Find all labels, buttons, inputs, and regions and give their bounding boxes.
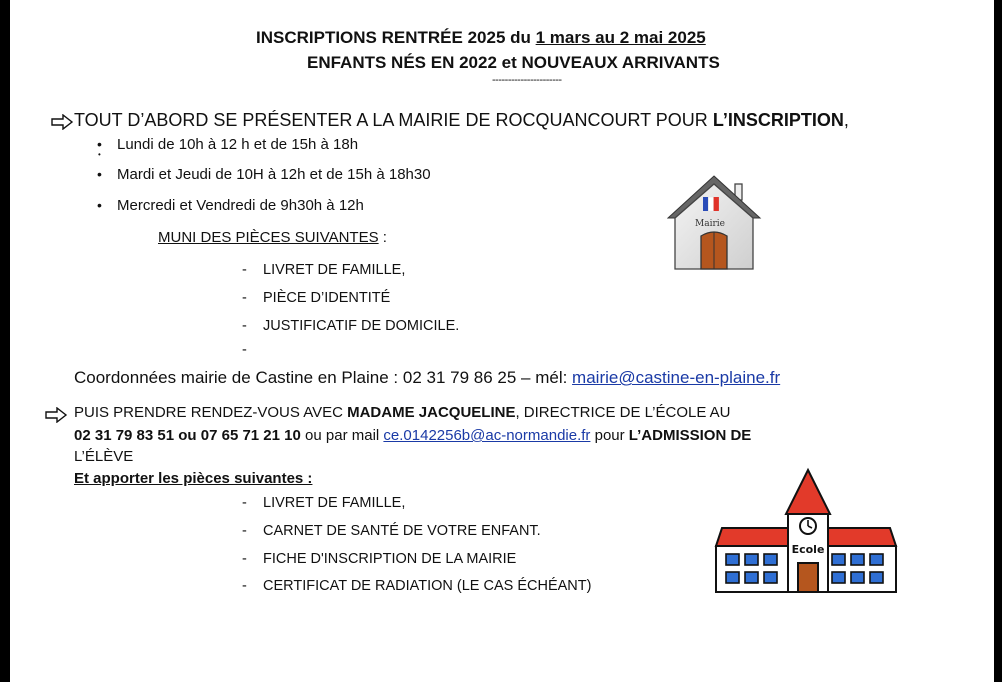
flyer-page bbox=[10, 0, 994, 682]
dash: - bbox=[242, 495, 247, 511]
dash: - bbox=[242, 262, 247, 278]
section2-line-3: L’ÉLÈVE bbox=[74, 448, 134, 465]
bullet-dot: • bbox=[97, 136, 102, 152]
bullet-dot: • bbox=[97, 197, 102, 213]
dash: - bbox=[242, 318, 247, 334]
ecole-label: Ecole bbox=[791, 543, 825, 556]
document-item: JUSTIFICATIF DE DOMICILE. bbox=[263, 318, 460, 334]
arrow-right-icon bbox=[50, 114, 74, 130]
dash: - bbox=[242, 551, 247, 567]
title-separator: ---------------------- bbox=[492, 74, 562, 86]
dash: - bbox=[242, 523, 247, 539]
arrow-right-icon bbox=[44, 407, 68, 423]
document-item: LIVRET DE FAMILLE, bbox=[263, 495, 406, 511]
ecole-email-link[interactable]: ce.0142256b@ac-normandie.fr bbox=[383, 427, 591, 444]
document-item: CERTIFICAT DE RADIATION (LE CAS ÉCHÉANT) bbox=[263, 578, 592, 594]
title-dates: 1 mars au 2 mai 2025 bbox=[535, 28, 706, 47]
dash: - bbox=[242, 342, 247, 358]
hours-item: Lundi de 10h à 12 h et de 15h à 18h bbox=[117, 136, 359, 153]
school-building-icon bbox=[712, 466, 902, 596]
section2-line-2: 02 31 79 83 51 ou 07 65 71 21 10 ou par mail ce.0142256b@ac-normandie.fr pour L’ADMISSION DE bbox=[74, 427, 752, 444]
document-item: PIÈCE D’IDENTITÉ bbox=[263, 290, 391, 306]
title-prefix: INSCRIPTIONS RENTRÉE 2025 du bbox=[256, 28, 536, 47]
document-item: LIVRET DE FAMILLE, bbox=[263, 262, 406, 278]
bullet-dot: • bbox=[97, 166, 102, 182]
hours-item: Mardi et Jeudi de 10H à 12h et de 15h à 18h30 bbox=[117, 166, 431, 183]
hours-item: Mercredi et Vendredi de 9h30h à 12h bbox=[117, 197, 364, 214]
section1-heading: TOUT D’ABORD SE PRÉSENTER A LA MAIRIE DE ROCQUANCOURT POUR L’INSCRIPTION, bbox=[74, 110, 849, 130]
stray-dot: • bbox=[98, 150, 101, 159]
dash: - bbox=[242, 290, 247, 306]
mairie-email-link[interactable]: mairie@castine-en-plaine.fr bbox=[572, 368, 781, 387]
section2-line-1: PUIS PRENDRE RENDEZ-VOUS AVEC MADAME JACQUELINE, DIRECTRICE DE L’ÉCOLE AU bbox=[74, 404, 731, 421]
title-line-2: ENFANTS NÉS EN 2022 et NOUVEAUX ARRIVANTS bbox=[307, 53, 720, 72]
document-item: FICHE D'INSCRIPTION DE LA MAIRIE bbox=[263, 551, 517, 567]
title-line-1 bbox=[256, 28, 706, 48]
mairie-house-icon bbox=[667, 172, 763, 272]
dash: - bbox=[242, 578, 247, 594]
contact-line: Coordonnées mairie de Castine en Plaine : 02 31 79 86 25 – mél: mairie@castine-en-plaine.fr bbox=[74, 368, 781, 387]
mairie-label: Mairie bbox=[695, 219, 725, 229]
section1-documents-title: MUNI DES PIÈCES SUIVANTES : bbox=[158, 229, 387, 246]
document-item: CARNET DE SANTÉ DE VOTRE ENFANT. bbox=[263, 523, 541, 539]
section2-documents-title: Et apporter les pièces suivantes : bbox=[74, 470, 313, 487]
